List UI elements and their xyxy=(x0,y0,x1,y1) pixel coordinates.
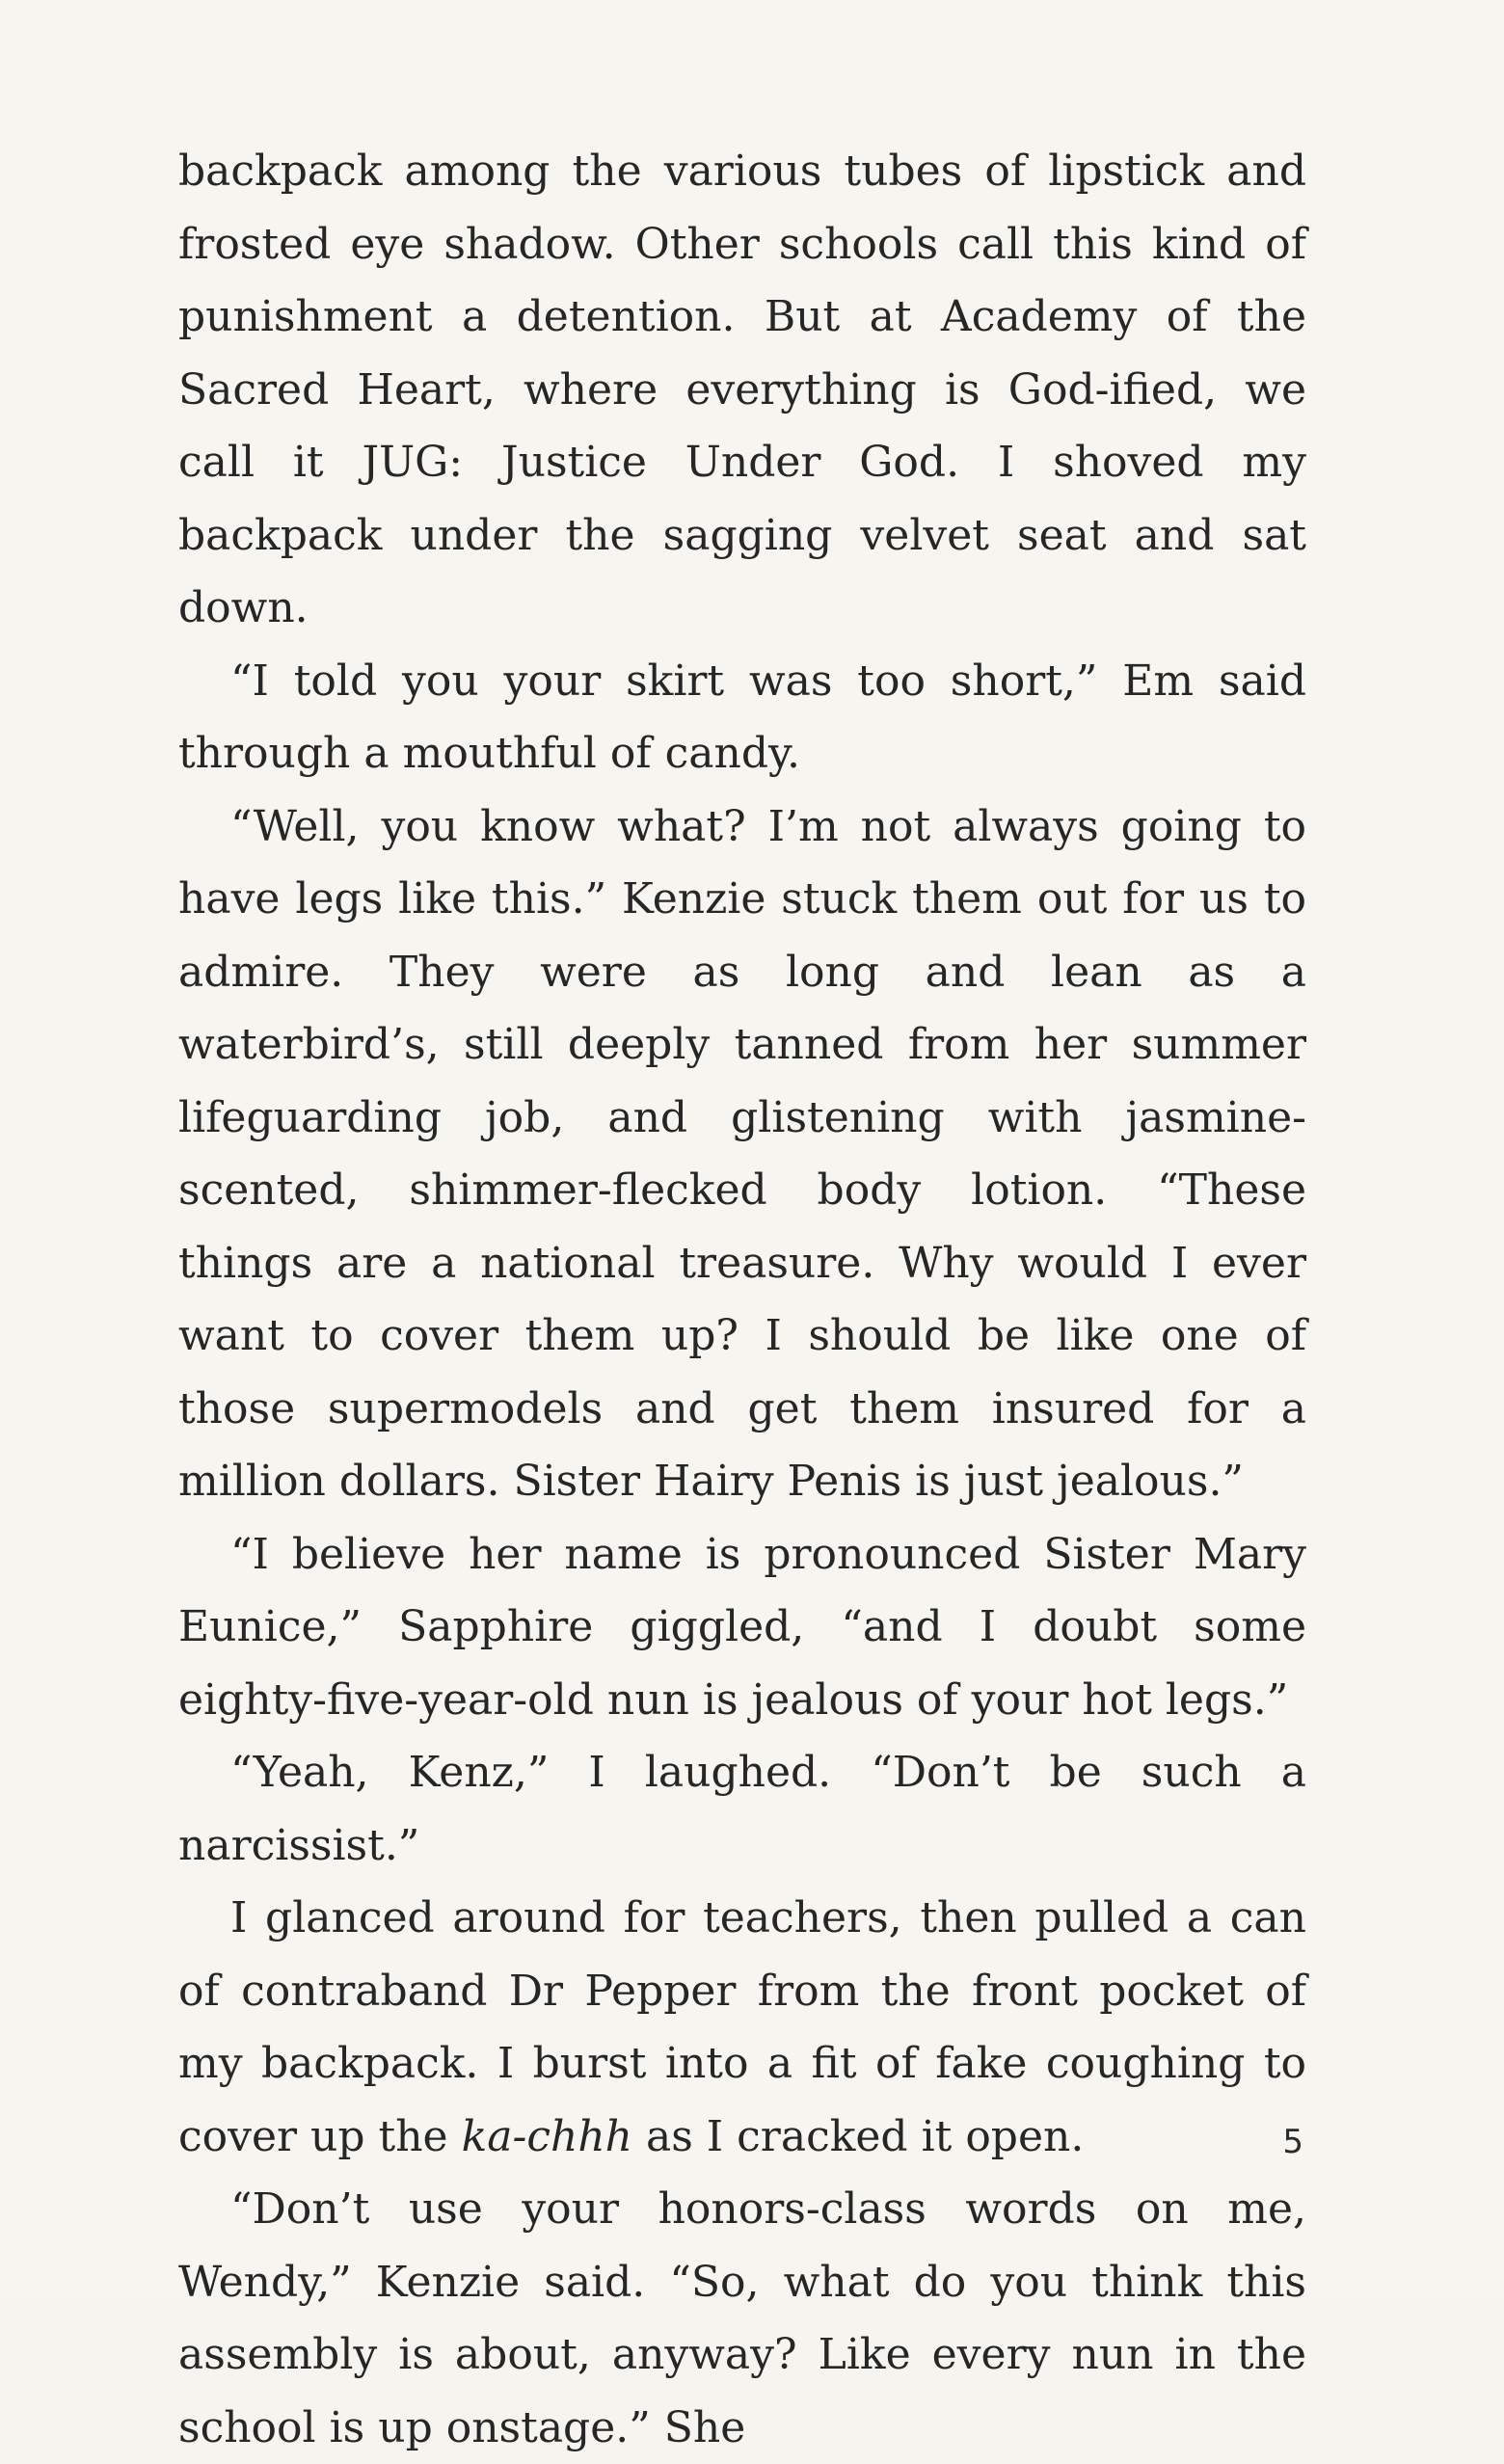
paragraph-4: “I believe her name is pronounced Sister Mary Eunice,” Sapphire giggled, “and I doubt some eighty-five-year-old nun is jealous of your hot legs.” xyxy=(178,1529,1306,1725)
paragraph-2: “I told you your skirt was too short,” Em said through a mouthful of candy. xyxy=(178,656,1306,778)
body-text xyxy=(178,135,1306,2464)
paragraph-1: backpack among the various tubes of lipstick and frosted eye shadow. Other schools call this kind of punishment a detention. But at Academy of the Sacred Heart, where everything is God-ified, we call it JUG: Justice Under God. I shoved my backpack under the sagging velvet seat and sat down. xyxy=(178,147,1306,632)
italic-sound-effect: ka-chhh xyxy=(461,2111,633,2161)
paragraph-3: “Well, you know what? I’m not always going to have legs like this.” Kenzie stuck them out for us to admire. They were as long and lean as a waterbird’s, still deeply tanned from her summer lifeguarding job, and glistening with jasmine-scented, shimmer-flecked body lotion. “These things are a national treasure. Why would I ever want to cover them up? I should be like one of those supermodels and get them insured for a million dollars. Sister Hairy Penis is just jealous.” xyxy=(178,801,1306,1506)
paragraph-7: “Don’t use your honors-class words on me, Wendy,” Kenzie said. “So, what do you think this assembly is about, anyway? Like every nun in the school is up onstage.” She xyxy=(178,2184,1306,2452)
page-number: 5 xyxy=(1282,2123,1303,2161)
paragraph-6-text: I glanced around for teachers, then pulled a can of contraband Dr Pepper from the front pocket of my backpack. I burst into a fit of fake coughing to cover up the xyxy=(178,1893,1306,2161)
paragraph-6 xyxy=(178,1882,1306,2173)
paragraph-5: “Yeah, Kenz,” I laughed. “Don’t be such a narcissist.” xyxy=(178,1748,1306,1870)
paragraph-6-tail: as I cracked it open. xyxy=(632,2111,1085,2161)
